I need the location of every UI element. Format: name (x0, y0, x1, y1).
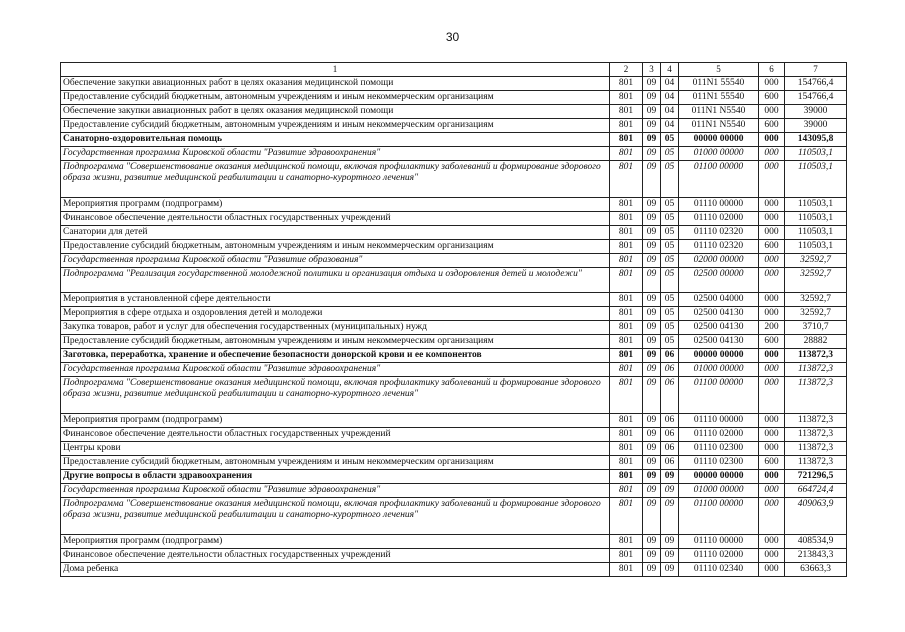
section-cell: 09 (643, 535, 661, 549)
expense-type-cell: 000 (759, 442, 785, 456)
table-row (61, 161, 847, 198)
code-cell: 801 (610, 349, 643, 363)
subsection-cell: 05 (661, 147, 679, 161)
target-article-cell: 011N1 55540 (679, 91, 759, 105)
expense-type-cell: 200 (759, 321, 785, 335)
subsection-cell: 06 (661, 363, 679, 377)
target-article-cell: 011N1 N5540 (679, 119, 759, 133)
table-row (61, 363, 847, 377)
column-header: 4 (661, 63, 679, 77)
code-cell: 801 (610, 147, 643, 161)
amount-cell: 213843,3 (785, 549, 847, 563)
amount-cell: 113872,3 (785, 456, 847, 470)
subsection-cell: 06 (661, 456, 679, 470)
subsection-cell: 09 (661, 563, 679, 577)
target-article-cell: 02000 00000 (679, 254, 759, 268)
section-cell: 09 (643, 549, 661, 563)
table-row (61, 484, 847, 498)
table-row (61, 198, 847, 212)
table-row (61, 535, 847, 549)
target-article-cell: 00000 00000 (679, 133, 759, 147)
section-cell: 09 (643, 428, 661, 442)
expense-type-cell: 000 (759, 254, 785, 268)
column-header: 7 (785, 63, 847, 77)
subsection-cell: 05 (661, 268, 679, 293)
section-cell: 09 (643, 293, 661, 307)
section-cell: 09 (643, 254, 661, 268)
subsection-cell: 05 (661, 335, 679, 349)
amount-cell: 63663,3 (785, 563, 847, 577)
section-cell: 09 (643, 442, 661, 456)
table-row (61, 442, 847, 456)
amount-cell: 110503,1 (785, 226, 847, 240)
subsection-cell: 06 (661, 377, 679, 414)
table-row (61, 456, 847, 470)
header-row (61, 63, 847, 77)
code-cell: 801 (610, 428, 643, 442)
code-cell: 801 (610, 563, 643, 577)
table-row (61, 119, 847, 133)
expense-type-cell: 000 (759, 307, 785, 321)
amount-cell: 110503,1 (785, 161, 847, 198)
section-cell: 09 (643, 77, 661, 91)
amount-cell: 113872,3 (785, 428, 847, 442)
expense-type-cell: 000 (759, 212, 785, 226)
expense-type-cell: 000 (759, 198, 785, 212)
subsection-cell: 05 (661, 212, 679, 226)
row-name-cell: Предоставление субсидий бюджетным, автономным учреждениям и иным некоммерческим организациям (61, 240, 610, 254)
section-cell: 09 (643, 414, 661, 428)
code-cell: 801 (610, 549, 643, 563)
subsection-cell: 09 (661, 470, 679, 484)
amount-cell: 409063,9 (785, 498, 847, 535)
column-header: 1 (61, 63, 610, 77)
code-cell: 801 (610, 498, 643, 535)
target-article-cell: 02500 04000 (679, 293, 759, 307)
amount-cell: 32592,7 (785, 293, 847, 307)
amount-cell: 113872,3 (785, 363, 847, 377)
row-name-cell: Обеспечение закупки авиационных работ в целях оказания медицинской помощи (61, 105, 610, 119)
amount-cell: 154766,4 (785, 91, 847, 105)
subsection-cell: 05 (661, 307, 679, 321)
code-cell: 801 (610, 240, 643, 254)
table-row (61, 240, 847, 254)
code-cell: 801 (610, 414, 643, 428)
row-name-cell: Дома ребенка (61, 563, 610, 577)
amount-cell: 113872,3 (785, 377, 847, 414)
section-cell: 09 (643, 212, 661, 226)
subsection-cell: 05 (661, 321, 679, 335)
row-name-cell: Санаторно-оздоровительная помощь (61, 133, 610, 147)
amount-cell: 28882 (785, 335, 847, 349)
expense-type-cell: 000 (759, 498, 785, 535)
row-name-cell: Обеспечение закупки авиационных работ в целях оказания медицинской помощи (61, 77, 610, 91)
amount-cell: 110503,1 (785, 198, 847, 212)
amount-cell: 32592,7 (785, 254, 847, 268)
row-name-cell: Другие вопросы в области здравоохранения (61, 470, 610, 484)
expense-type-cell: 000 (759, 363, 785, 377)
amount-cell: 32592,7 (785, 307, 847, 321)
section-cell: 09 (643, 119, 661, 133)
code-cell: 801 (610, 133, 643, 147)
table-row (61, 91, 847, 105)
section-cell: 09 (643, 133, 661, 147)
target-article-cell: 02500 04130 (679, 335, 759, 349)
section-cell: 09 (643, 484, 661, 498)
code-cell: 801 (610, 91, 643, 105)
expense-type-cell: 600 (759, 119, 785, 133)
table-row (61, 549, 847, 563)
target-article-cell: 011N1 55540 (679, 77, 759, 91)
table-row (61, 349, 847, 363)
table-row (61, 377, 847, 414)
amount-cell: 3710,7 (785, 321, 847, 335)
section-cell: 09 (643, 321, 661, 335)
page-number: 30 (445, 30, 460, 44)
amount-cell: 113872,3 (785, 442, 847, 456)
subsection-cell: 05 (661, 198, 679, 212)
target-article-cell: 01000 00000 (679, 363, 759, 377)
expense-type-cell: 000 (759, 563, 785, 577)
target-article-cell: 01110 02320 (679, 240, 759, 254)
code-cell: 801 (610, 293, 643, 307)
subsection-cell: 04 (661, 105, 679, 119)
section-cell: 09 (643, 240, 661, 254)
subsection-cell: 09 (661, 498, 679, 535)
target-article-cell: 01110 02000 (679, 428, 759, 442)
target-article-cell: 01110 02300 (679, 442, 759, 456)
target-article-cell: 02500 04130 (679, 307, 759, 321)
section-cell: 09 (643, 377, 661, 414)
row-name-cell: Центры крови (61, 442, 610, 456)
row-name-cell: Подпрограмма "Совершенствование оказания медицинской помощи, включая профилактику заболеваний и формирование здорового образа жизни, развитие медицинской реабилитации и санаторно-курортного лечения" (61, 161, 610, 198)
code-cell: 801 (610, 307, 643, 321)
code-cell: 801 (610, 212, 643, 226)
expense-type-cell: 600 (759, 335, 785, 349)
section-cell: 09 (643, 226, 661, 240)
amount-cell: 39000 (785, 119, 847, 133)
target-article-cell: 01110 02300 (679, 456, 759, 470)
subsection-cell: 05 (661, 293, 679, 307)
code-cell: 801 (610, 105, 643, 119)
subsection-cell: 09 (661, 484, 679, 498)
column-header: 3 (643, 63, 661, 77)
row-name-cell: Предоставление субсидий бюджетным, автономным учреждениям и иным некоммерческим организациям (61, 119, 610, 133)
target-article-cell: 01110 02000 (679, 212, 759, 226)
expense-type-cell: 000 (759, 349, 785, 363)
expense-type-cell: 000 (759, 428, 785, 442)
row-name-cell: Мероприятия в установленной сфере деятельности (61, 293, 610, 307)
section-cell: 09 (643, 498, 661, 535)
table-row (61, 77, 847, 91)
budget-table (60, 62, 847, 577)
target-article-cell: 01110 02000 (679, 549, 759, 563)
target-article-cell: 01100 00000 (679, 498, 759, 535)
subsection-cell: 04 (661, 91, 679, 105)
section-cell: 09 (643, 349, 661, 363)
target-article-cell: 01110 00000 (679, 414, 759, 428)
code-cell: 801 (610, 363, 643, 377)
code-cell: 801 (610, 335, 643, 349)
row-name-cell: Государственная программа Кировской области "Развитие здравоохранения" (61, 363, 610, 377)
amount-cell: 408534,9 (785, 535, 847, 549)
expense-type-cell: 000 (759, 293, 785, 307)
table-row (61, 321, 847, 335)
section-cell: 09 (643, 161, 661, 198)
subsection-cell: 09 (661, 535, 679, 549)
subsection-cell: 06 (661, 442, 679, 456)
code-cell: 801 (610, 226, 643, 240)
amount-cell: 721296,5 (785, 470, 847, 484)
row-name-cell: Предоставление субсидий бюджетным, автономным учреждениям и иным некоммерческим организациям (61, 335, 610, 349)
amount-cell: 110503,1 (785, 240, 847, 254)
row-name-cell: Мероприятия в сфере отдыха и оздоровления детей и молодежи (61, 307, 610, 321)
subsection-cell: 06 (661, 349, 679, 363)
column-header: 2 (610, 63, 643, 77)
row-name-cell: Подпрограмма "Совершенствование оказания медицинской помощи, включая профилактику заболеваний и формирование здорового образа жизни, развитие медицинской реабилитации и санаторно-курортного лечения" (61, 498, 610, 535)
subsection-cell: 06 (661, 428, 679, 442)
amount-cell: 113872,3 (785, 414, 847, 428)
amount-cell: 110503,1 (785, 212, 847, 226)
subsection-cell: 05 (661, 240, 679, 254)
subsection-cell: 04 (661, 77, 679, 91)
code-cell: 801 (610, 268, 643, 293)
expense-type-cell: 000 (759, 549, 785, 563)
table-row (61, 307, 847, 321)
row-name-cell: Государственная программа Кировской области "Развитие образования" (61, 254, 610, 268)
subsection-cell: 05 (661, 133, 679, 147)
target-article-cell: 01110 00000 (679, 198, 759, 212)
column-header: 5 (679, 63, 759, 77)
expense-type-cell: 000 (759, 268, 785, 293)
expense-type-cell: 600 (759, 240, 785, 254)
target-article-cell: 01110 02340 (679, 563, 759, 577)
subsection-cell: 06 (661, 414, 679, 428)
section-cell: 09 (643, 198, 661, 212)
table-row (61, 335, 847, 349)
table-row (61, 470, 847, 484)
amount-cell: 143095,8 (785, 133, 847, 147)
table-row (61, 254, 847, 268)
target-article-cell: 00000 00000 (679, 470, 759, 484)
row-name-cell: Мероприятия программ (подпрограмм) (61, 414, 610, 428)
code-cell: 801 (610, 470, 643, 484)
row-name-cell: Закупка товаров, работ и услуг для обеспечения государственных (муниципальных) нужд (61, 321, 610, 335)
table-row (61, 212, 847, 226)
code-cell: 801 (610, 377, 643, 414)
target-article-cell: 01000 00000 (679, 484, 759, 498)
row-name-cell: Санатории для детей (61, 226, 610, 240)
amount-cell: 154766,4 (785, 77, 847, 91)
expense-type-cell: 000 (759, 470, 785, 484)
row-name-cell: Подпрограмма "Реализация государственной молодежной политики и организация отдыха и оздоровления детей и молодежи" (61, 268, 610, 293)
expense-type-cell: 600 (759, 456, 785, 470)
row-name-cell: Финансовое обеспечение деятельности областных государственных учреждений (61, 428, 610, 442)
subsection-cell: 05 (661, 226, 679, 240)
amount-cell: 32592,7 (785, 268, 847, 293)
section-cell: 09 (643, 147, 661, 161)
table-row (61, 293, 847, 307)
table-row (61, 563, 847, 577)
section-cell: 09 (643, 91, 661, 105)
target-article-cell: 01100 00000 (679, 377, 759, 414)
expense-type-cell: 000 (759, 77, 785, 91)
expense-type-cell: 000 (759, 484, 785, 498)
amount-cell: 664724,4 (785, 484, 847, 498)
code-cell: 801 (610, 442, 643, 456)
code-cell: 801 (610, 161, 643, 198)
expense-type-cell: 000 (759, 147, 785, 161)
section-cell: 09 (643, 363, 661, 377)
target-article-cell: 01000 00000 (679, 147, 759, 161)
subsection-cell: 05 (661, 254, 679, 268)
amount-cell: 110503,1 (785, 147, 847, 161)
table-row (61, 414, 847, 428)
row-name-cell: Предоставление субсидий бюджетным, автономным учреждениям и иным некоммерческим организациям (61, 91, 610, 105)
code-cell: 801 (610, 254, 643, 268)
subsection-cell: 05 (661, 161, 679, 198)
table-row (61, 133, 847, 147)
expense-type-cell: 000 (759, 535, 785, 549)
section-cell: 09 (643, 563, 661, 577)
table-row (61, 226, 847, 240)
amount-cell: 39000 (785, 105, 847, 119)
expense-type-cell: 000 (759, 133, 785, 147)
expense-type-cell: 000 (759, 377, 785, 414)
code-cell: 801 (610, 321, 643, 335)
code-cell: 801 (610, 535, 643, 549)
subsection-cell: 09 (661, 549, 679, 563)
row-name-cell: Мероприятия программ (подпрограмм) (61, 198, 610, 212)
code-cell: 801 (610, 198, 643, 212)
code-cell: 801 (610, 484, 643, 498)
target-article-cell: 00000 00000 (679, 349, 759, 363)
table-row (61, 498, 847, 535)
expense-type-cell: 000 (759, 105, 785, 119)
target-article-cell: 01100 00000 (679, 161, 759, 198)
target-article-cell: 02500 00000 (679, 268, 759, 293)
table-row (61, 268, 847, 293)
table-row (61, 105, 847, 119)
target-article-cell: 02500 04130 (679, 321, 759, 335)
row-name-cell: Финансовое обеспечение деятельности областных государственных учреждений (61, 549, 610, 563)
target-article-cell: 011N1 N5540 (679, 105, 759, 119)
row-name-cell: Заготовка, переработка, хранение и обеспечение безопасности донорской крови и ее компонентов (61, 349, 610, 363)
code-cell: 801 (610, 456, 643, 470)
section-cell: 09 (643, 470, 661, 484)
table-row (61, 147, 847, 161)
target-article-cell: 01110 00000 (679, 535, 759, 549)
subsection-cell: 04 (661, 119, 679, 133)
expense-type-cell: 000 (759, 161, 785, 198)
section-cell: 09 (643, 335, 661, 349)
row-name-cell: Финансовое обеспечение деятельности областных государственных учреждений (61, 212, 610, 226)
section-cell: 09 (643, 307, 661, 321)
expense-type-cell: 000 (759, 414, 785, 428)
row-name-cell: Государственная программа Кировской области "Развитие здравоохранения" (61, 147, 610, 161)
code-cell: 801 (610, 119, 643, 133)
section-cell: 09 (643, 456, 661, 470)
row-name-cell: Государственная программа Кировской области "Развитие здравоохранения" (61, 484, 610, 498)
section-cell: 09 (643, 268, 661, 293)
expense-type-cell: 000 (759, 226, 785, 240)
row-name-cell: Мероприятия программ (подпрограмм) (61, 535, 610, 549)
row-name-cell: Подпрограмма "Совершенствование оказания медицинской помощи, включая профилактику заболеваний и формирование здорового образа жизни, развитие медицинской реабилитации и санаторно-курортного лечения" (61, 377, 610, 414)
target-article-cell: 01110 02320 (679, 226, 759, 240)
expense-type-cell: 600 (759, 91, 785, 105)
code-cell: 801 (610, 77, 643, 91)
row-name-cell: Предоставление субсидий бюджетным, автономным учреждениям и иным некоммерческим организациям (61, 456, 610, 470)
section-cell: 09 (643, 105, 661, 119)
amount-cell: 113872,3 (785, 349, 847, 363)
column-header: 6 (759, 63, 785, 77)
table-row (61, 428, 847, 442)
